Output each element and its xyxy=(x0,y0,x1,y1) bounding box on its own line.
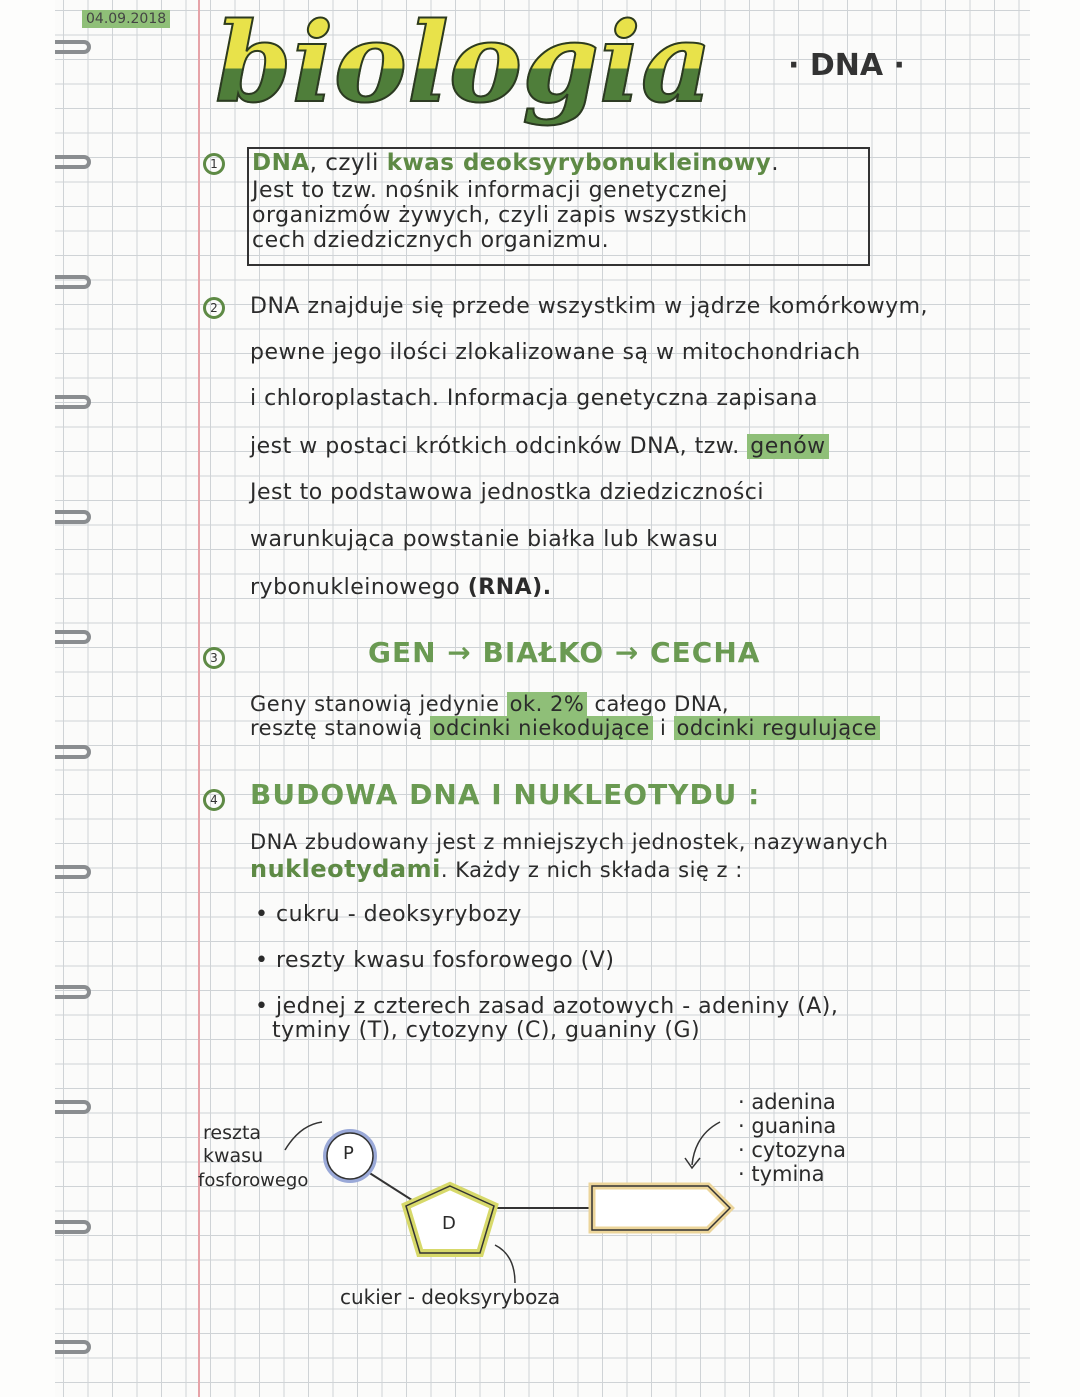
text: całego DNA, xyxy=(587,692,730,716)
bullet-item: reszty kwasu fosforowego (V) xyxy=(275,948,615,973)
sugar-symbol: D xyxy=(442,1213,456,1234)
arrow-sugar xyxy=(495,1245,515,1283)
arrow-base xyxy=(692,1122,720,1165)
text: , czyli xyxy=(309,150,387,176)
text: resztę stanowią xyxy=(250,716,430,740)
phosphate-symbol: P xyxy=(343,1143,354,1164)
highlight: ok. 2% xyxy=(507,692,588,716)
date: 04.09.2018 xyxy=(82,10,170,28)
rna: (RNA). xyxy=(467,575,552,600)
text: i xyxy=(652,716,674,740)
base-name: cytozyna xyxy=(751,1138,847,1162)
arrow-phosphate xyxy=(285,1122,322,1150)
section-heading: BUDOWA DNA I NUKLEOTYDU : xyxy=(250,778,761,811)
text-line: Jest to tzw. nośnik informacji genetycznej xyxy=(252,178,728,203)
bullet-item: jednej z czterech zasad azotowych - adeniny (A), xyxy=(275,994,839,1019)
base-name: guanina xyxy=(751,1114,837,1138)
bond-line xyxy=(368,1172,415,1202)
dna-term: DNA xyxy=(252,150,310,176)
text-line: organizmów żywych, czyli zapis wszystkich xyxy=(252,203,748,228)
base-arrow xyxy=(592,1186,730,1230)
text-line: DNA zbudowany jest z mniejszych jednostek, nazywanych xyxy=(250,830,889,854)
text: . Każdy z nich składa się z : xyxy=(440,858,743,882)
section-number: 1 xyxy=(203,153,225,175)
label: kwasu xyxy=(203,1145,264,1167)
bullet-item-cont: tyminy (T), cytozyny (C), guaniny (G) xyxy=(272,1018,701,1043)
page-title: biologia xyxy=(215,0,713,127)
text-line: rybonukleinowego xyxy=(250,575,461,600)
base-name: tymina xyxy=(751,1162,825,1186)
text-line: jest w postaci krótkich odcinków DNA, tzw. xyxy=(250,434,740,459)
highlight: odcinki niekodujące xyxy=(430,716,653,740)
text-line: i chloroplastach. Informacja genetyczna zapisana xyxy=(250,386,818,411)
text-line: Jest to podstawowa jednostka dziedziczności xyxy=(250,480,764,505)
label: reszta xyxy=(203,1122,262,1144)
section-number: 2 xyxy=(203,297,225,319)
highlight-genes: genów xyxy=(747,434,828,459)
sugar-caption: cukier - deoksyryboza xyxy=(340,1285,561,1309)
text: Geny stanowią jedynie xyxy=(250,692,507,716)
section-heading: GEN → BIAŁKO → CECHA xyxy=(368,636,761,669)
highlight: odcinki regulujące xyxy=(674,716,881,740)
topic: · DNA · xyxy=(788,48,905,83)
section-number: 3 xyxy=(203,647,225,669)
text-line: cech dziedzicznych organizmu. xyxy=(252,228,610,253)
text-line: pewne jego ilości zlokalizowane są w mitochondriach xyxy=(250,340,861,365)
bullet-item: cukru - deoksyrybozy xyxy=(275,902,522,927)
label: fosforowego xyxy=(198,1170,309,1191)
term: nukleotydami xyxy=(250,855,441,883)
text-line: DNA znajduje się przede wszystkim w jądrze komórkowym, xyxy=(250,294,929,319)
section-number: 4 xyxy=(203,789,225,811)
full-name: kwas deoksyrybonukleinowy xyxy=(386,150,772,176)
text-line: warunkująca powstanie białka lub kwasu xyxy=(250,527,719,552)
text: . xyxy=(771,150,780,176)
base-name: adenina xyxy=(751,1090,836,1114)
